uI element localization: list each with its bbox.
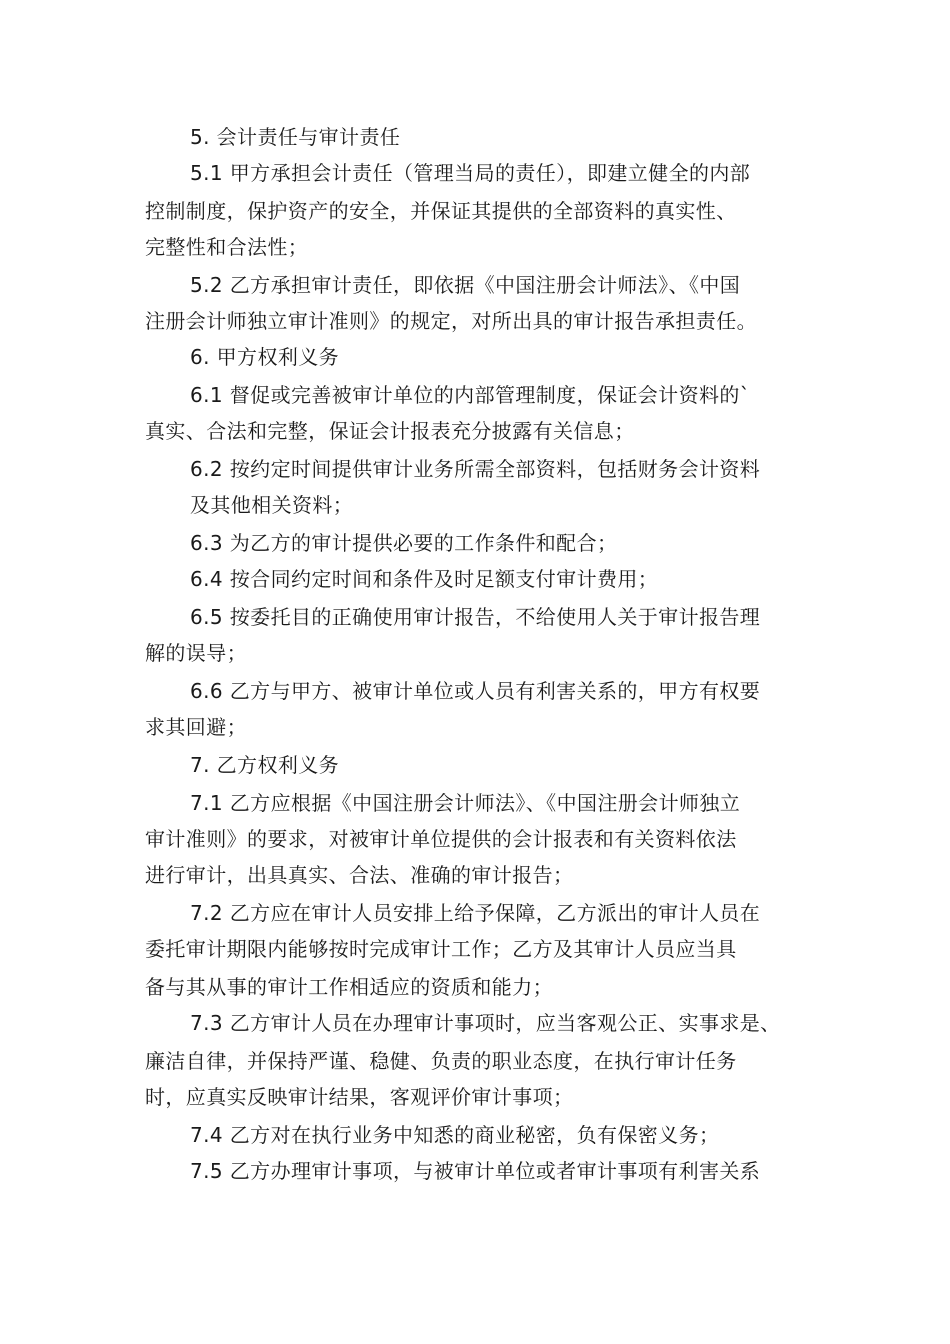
text-line: 时，应真实反映审计结果，客观评价审计事项； (145, 1085, 574, 1109)
text-line: 7.3 乙方审计人员在办理审计事项时，应当客观公正、实事求是、 (190, 1011, 781, 1035)
text-line: 6.1 督促或完善被审计单位的内部管理制度，保证会计资料的` (190, 383, 751, 407)
text-line: 委托审计期限内能够按时完成审计工作；乙方及其审计人员应当具 (145, 937, 737, 961)
text-line: 备与其从事的审计工作相适应的资质和能力； (145, 975, 553, 999)
text-line: 6. 甲方权利义务 (190, 345, 340, 369)
text-line: 7. 乙方权利义务 (190, 753, 340, 777)
text-line: 注册会计师独立审计准则》的规定，对所出具的审计报告承担责任。 (145, 309, 757, 333)
text-line: 完整性和合法性； (145, 235, 309, 259)
text-line: 7.5 乙方办理审计事项，与被审计单位或者审计事项有利害关系 (190, 1159, 761, 1183)
text-line: 5.2 乙方承担审计责任，即依据《中国注册会计师法》、《中国 (190, 273, 741, 297)
text-line: 6.3 为乙方的审计提供必要的工作条件和配合； (190, 531, 618, 555)
text-line: 解的误导； (145, 641, 247, 665)
text-line: 6.5 按委托目的正确使用审计报告，不给使用人关于审计报告理 (190, 605, 761, 629)
text-line: 7.2 乙方应在审计人员安排上给予保障，乙方派出的审计人员在 (190, 901, 761, 925)
text-line: 6.4 按合同约定时间和条件及时足额支付审计费用； (190, 567, 659, 591)
text-line: 求其回避； (145, 715, 247, 739)
text-line: 廉洁自律，并保持严谨、稳健、负责的职业态度，在执行审计任务 (145, 1049, 737, 1073)
text-line: 控制制度，保护资产的安全，并保证其提供的全部资料的真实性、 (145, 199, 737, 223)
text-line: 7.4 乙方对在执行业务中知悉的商业秘密，负有保密义务； (190, 1123, 720, 1147)
text-line: 5.1 甲方承担会计责任（管理当局的责任），即建立健全的内部 (190, 161, 751, 185)
text-line: 6.6 乙方与甲方、被审计单位或人员有利害关系的，甲方有权要 (190, 679, 761, 703)
text-line: 真实、合法和完整，保证会计报表充分披露有关信息； (145, 419, 635, 443)
text-line: 审计准则》的要求，对被审计单位提供的会计报表和有关资料依法 (145, 827, 737, 851)
text-line: 及其他相关资料； (190, 493, 354, 517)
text-line: 5. 会计责任与审计责任 (190, 125, 401, 149)
text-line: 进行审计，出具真实、合法、准确的审计报告； (145, 863, 574, 887)
text-line: 6.2 按约定时间提供审计业务所需全部资料，包括财务会计资料 (190, 457, 761, 481)
text-line: 7.1 乙方应根据《中国注册会计师法》、《中国注册会计师独立 (190, 791, 741, 815)
